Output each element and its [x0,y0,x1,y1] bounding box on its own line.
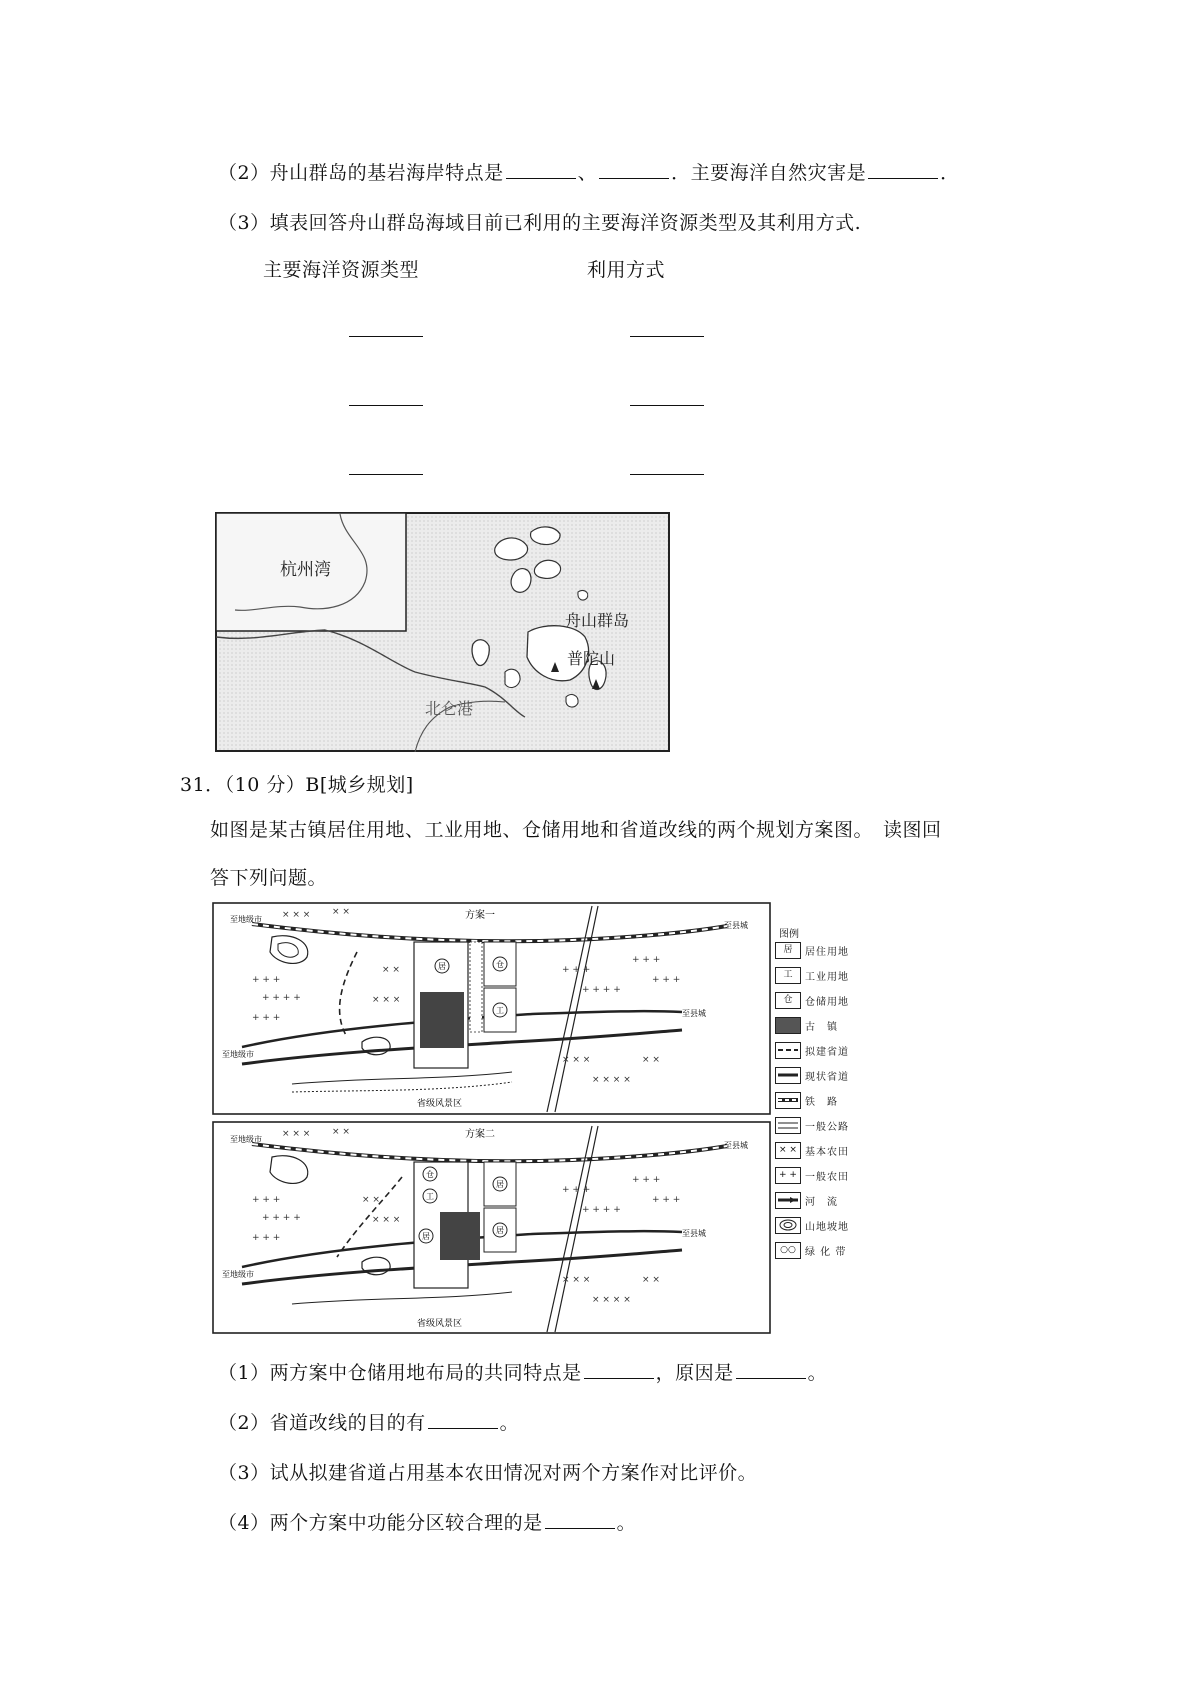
svg-text:+ + + +: + + + + [582,985,621,995]
svg-text:+ + + +: + + + + [262,1213,301,1223]
answer-blank[interactable] [736,1362,806,1379]
usage-blank-1[interactable] [630,336,704,337]
svg-text:居: 居 [422,1232,430,1241]
svg-text:省级风景区: 省级风景区 [417,1319,463,1329]
table-header-resource: 主要海洋资源类型 [263,259,420,281]
svg-text:仓: 仓 [426,1170,434,1179]
svg-text:× × ×: × × × [562,1055,591,1065]
legend-item: 仓 仓储用地 [775,991,875,1009]
svg-text:× ×: × × [332,907,350,917]
svg-text:+ + +: + + + [652,1195,681,1205]
answer-blank[interactable] [506,162,576,179]
svg-text:+ + + +: + + + + [262,993,301,1003]
svg-text:工: 工 [496,1006,504,1015]
label-putuoshan: 普陀山 [567,649,616,668]
q31-sub3: （3）试从拟建省道占用基本农田情况对两个方案作对比评价。 [218,1462,758,1484]
svg-text:+ + +: + + + [252,1233,281,1243]
legend-item: 拟建省道 [775,1041,875,1059]
svg-text:× × ×: × × × [282,910,311,920]
label-zhoushan: 舟山群岛 [565,611,630,630]
legend-item: × × 基本农田 [775,1141,875,1159]
svg-text:至地级市: 至地级市 [230,915,262,924]
svg-text:× × ×: × × × [562,1275,591,1285]
svg-text:× × × ×: × × × × [592,1295,631,1305]
usage-blank-3[interactable] [630,474,704,475]
answer-blank[interactable] [599,162,669,179]
label-hangzhou-bay: 杭州湾 [280,560,331,580]
svg-text:× ×: × × [332,1127,350,1137]
svg-text:至地级市: 至地级市 [222,1270,254,1279]
svg-text:至县城: 至县城 [682,1229,706,1238]
q30-sub2: （2）舟山群岛的基岩海岸特点是 、 ．主要海洋自然灾害是 ． [218,162,960,184]
svg-text:+ + +: + + + [252,1013,281,1023]
answer-blank[interactable] [868,162,938,179]
svg-text:+ + +: + + + [632,1175,661,1185]
resource-blank-2[interactable] [349,405,423,406]
svg-text:工: 工 [426,1192,434,1201]
resource-blank-1[interactable] [349,336,423,337]
svg-text:+ + +: + + + [562,1185,591,1195]
svg-text:× ×: × × [642,1275,660,1285]
svg-text:× × ×: × × × [372,995,401,1005]
q31-intro-1: 如图是某古镇居住用地、工业用地、仓储用地和省道改线的两个规划方案图。 读图回 [210,819,942,841]
legend-item: 山地坡地 [775,1216,875,1234]
svg-text:× × ×: × × × [372,1215,401,1225]
q31-intro-2: 答下列问题。 [210,867,328,889]
svg-text:至县城: 至县城 [724,921,748,930]
q31-sub4: （4）两个方案中功能分区较合理的是 。 [218,1512,637,1534]
legend-item: 现状省道 [775,1066,875,1084]
svg-text:× ×: × × [642,1055,660,1065]
zhoushan-map [215,512,670,756]
answer-blank[interactable] [584,1362,654,1379]
svg-text:+ + + +: + + + + [582,1205,621,1215]
label-beilun: 北仑港 [425,699,474,718]
usage-blank-2[interactable] [630,405,704,406]
svg-text:+ + +: + + + [252,1195,281,1205]
q30-sub3: （3）填表回答舟山群岛海域目前已利用的主要海洋资源类型及其利用方式. [218,212,862,234]
legend-item: + + 一般农田 [775,1166,875,1184]
plan2-title: 方案二 [465,1129,495,1140]
svg-text:居: 居 [496,1180,504,1189]
legend-item: 一般公路 [775,1116,875,1134]
svg-text:至地级市: 至地级市 [222,1050,254,1059]
planning-diagram [212,902,772,1338]
plan1-title: 方案一 [465,910,495,921]
q31-sub1: （1）两方案中仓储用地布局的共同特点是 ，原因是 。 [218,1362,828,1384]
svg-text:× ×: × × [382,965,400,975]
svg-text:省级风景区: 省级风景区 [417,1099,463,1109]
q31-heading: 31．（10 分）B[城乡规划] [180,774,414,796]
legend-item: 河 流 [775,1191,875,1209]
answer-blank[interactable] [545,1512,615,1529]
svg-text:× × × ×: × × × × [592,1075,631,1085]
svg-text:× ×: × × [362,1195,380,1205]
legend-item: 铁 路 [775,1091,875,1109]
svg-text:居: 居 [496,1226,504,1235]
legend-item: 古 镇 [775,1016,875,1034]
svg-text:× × ×: × × × [282,1129,311,1139]
table-header-usage: 利用方式 [587,259,666,281]
q31-sub2: （2）省道改线的目的有 。 [218,1412,520,1434]
svg-text:+ + +: + + + [652,975,681,985]
svg-text:+ + +: + + + [632,955,661,965]
legend-item: ○○ 绿 化 带 [775,1241,875,1259]
svg-text:至县城: 至县城 [724,1141,748,1150]
legend-item: 工 工业用地 [775,966,875,984]
svg-text:+ + +: + + + [562,965,591,975]
svg-text:+ + +: + + + [252,975,281,985]
svg-text:仓: 仓 [496,960,504,969]
resource-blank-3[interactable] [349,474,423,475]
answer-blank[interactable] [428,1412,498,1429]
svg-text:居: 居 [438,962,446,971]
legend-item: 居 居住用地 [775,941,875,959]
svg-text:至县城: 至县城 [682,1009,706,1018]
svg-text:至地级市: 至地级市 [230,1135,262,1144]
